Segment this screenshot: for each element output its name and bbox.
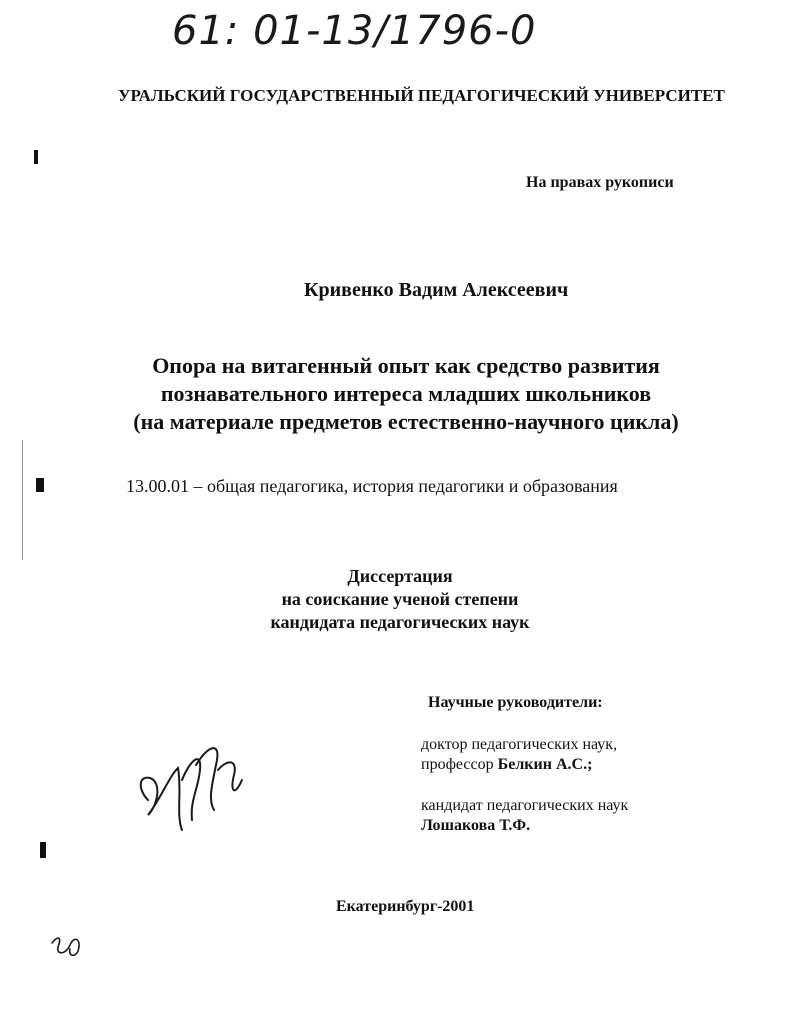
- degree-line: кандидата педагогических наук: [270, 612, 530, 632]
- archive-code: 61: 01-13/1796-0: [172, 8, 537, 54]
- supervisor-name: Белкин А.С.;: [497, 756, 593, 773]
- title-line: (на материале предметов естественно-научного цикла): [133, 409, 679, 434]
- degree-line: Диссертация: [347, 566, 453, 586]
- university-name: УРАЛЬСКИЙ ГОСУДАРСТВЕННЫЙ ПЕДАГОГИЧЕСКИЙ УНИВЕРСИТЕТ: [118, 86, 725, 105]
- title-line: Опора на витагенный опыт как средство развития: [152, 353, 660, 378]
- scan-mark: [36, 478, 44, 492]
- degree-line: на соискание ученой степени: [281, 589, 519, 609]
- rights-note: На правах рукописи: [526, 174, 674, 191]
- supervisor-name: Лошакова Т.Ф.: [421, 817, 531, 834]
- scan-mark: [22, 440, 23, 560]
- degree-statement: [240, 565, 560, 634]
- supervisor-degree: доктор педагогических наук,: [421, 736, 618, 753]
- scan-mark: [34, 150, 38, 164]
- handwritten-mark: [48, 925, 88, 965]
- author-name: Кривенко Вадим Алексеевич: [304, 279, 569, 301]
- supervisor-title: профессор: [421, 756, 498, 773]
- dissertation-title: [96, 352, 716, 436]
- supervisor-degree: кандидат педагогических наук: [421, 797, 629, 814]
- supervisor-title-line: [421, 756, 592, 774]
- title-line: познавательного интереса младших школьников: [160, 381, 652, 406]
- city-year: Екатеринбург-2001: [336, 898, 475, 915]
- specialty-code: 13.00.01 – общая педагогика, история педагогики и образования: [126, 476, 618, 496]
- supervisors-heading: Научные руководители:: [428, 694, 603, 711]
- handwritten-signature: [130, 720, 260, 850]
- scan-mark: [40, 842, 46, 858]
